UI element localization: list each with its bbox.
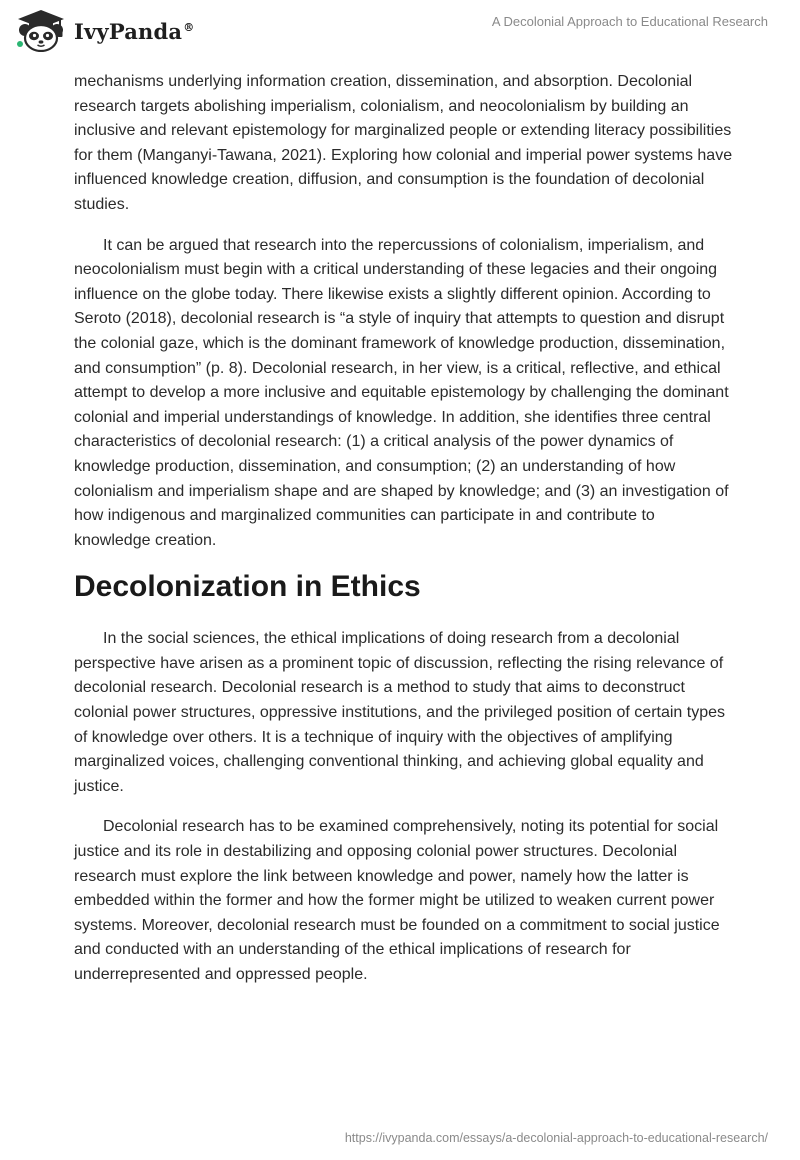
essay-body: [74, 70, 734, 988]
page-header: [0, 0, 800, 60]
brand-logo[interactable]: [14, 8, 194, 52]
paragraph-4: Decolonial research has to be examined comprehensively, noting its potential for social justice and its role in destabilizing and opposing colonial power structures. Decolonial research must explore the link between knowledge and power, namely how the latter is embedded within the former and how the former might be utilized to weaken current power systems. Moreover, decolonial research must be founded on a commitment to social justice and conducted with an understanding of the ethical implications of research for underrepresented and oppressed people.: [74, 818, 720, 983]
paragraph-1: mechanisms underlying information creation, dissemination, and absorption. Decolonial research targets abolishing imperialism, colonialism, and neocolonialism by building an inclusive and relevant epistemology for marginalized people or extending literacy possibilities for them (Manganyi-Tawana, 2021). Exploring how colonial and imperial power systems have influenced knowledge creation, diffusion, and consumption is the foundation of decolonial studies.: [74, 73, 733, 213]
registered-mark: ®: [183, 20, 195, 34]
brand-name: IvyPanda®: [74, 18, 195, 44]
paragraph-3: In the social sciences, the ethical implications of doing research from a decolonial perspective have arisen as a prominent topic of discussion, reflecting the rising relevance of decolonial research. Decolonial research is a method to study that aims to deconstruct colonial power structures, oppressive institutions, and the privileged position of certain types of knowledge over others. It is a technique of inquiry with the objectives of amplifying marginalized voices, challenging conventional thinking, and achieving global equality and justice.: [74, 630, 726, 795]
footer-url[interactable]: https://ivypanda.com/essays/a-decolonial-approach-to-educational-research/: [344, 1131, 768, 1145]
panda-graduate-icon: [14, 8, 68, 52]
running-title: A Decolonial Approach to Educational Research: [491, 14, 768, 29]
paragraph-2: It can be argued that research into the repercussions of colonialism, imperialism, and neocolonialism must begin with a critical understanding of these legacies and their ongoing influence on the globe today. There likewise exists a slightly different opinion. According to Seroto (2018), decolonial research is “a style of inquiry that attempts to question and disrupt the colonial gaze, which is the dominant framework of knowledge production, dissemination, and consumption” (p. 8). Decolonial research, in her view, is a critical, reflective, and ethical attempt to develop a more inclusive and equitable epistemology by challenging the dominant colonial and imperial understandings of knowledge. In addition, she identifies three central characteristics of decolonial research: (1) a critical analysis of the power dynamics of knowledge production, dissemination, and consumption; (2) an understanding of how colonialism and imperialism shape and are shaped by knowledge; and (3) an investigation of how indigenous and marginalized communities can participate in and contribute to knowledge creation.: [74, 236, 729, 549]
section-heading: Decolonization in Ethics: [74, 570, 421, 604]
